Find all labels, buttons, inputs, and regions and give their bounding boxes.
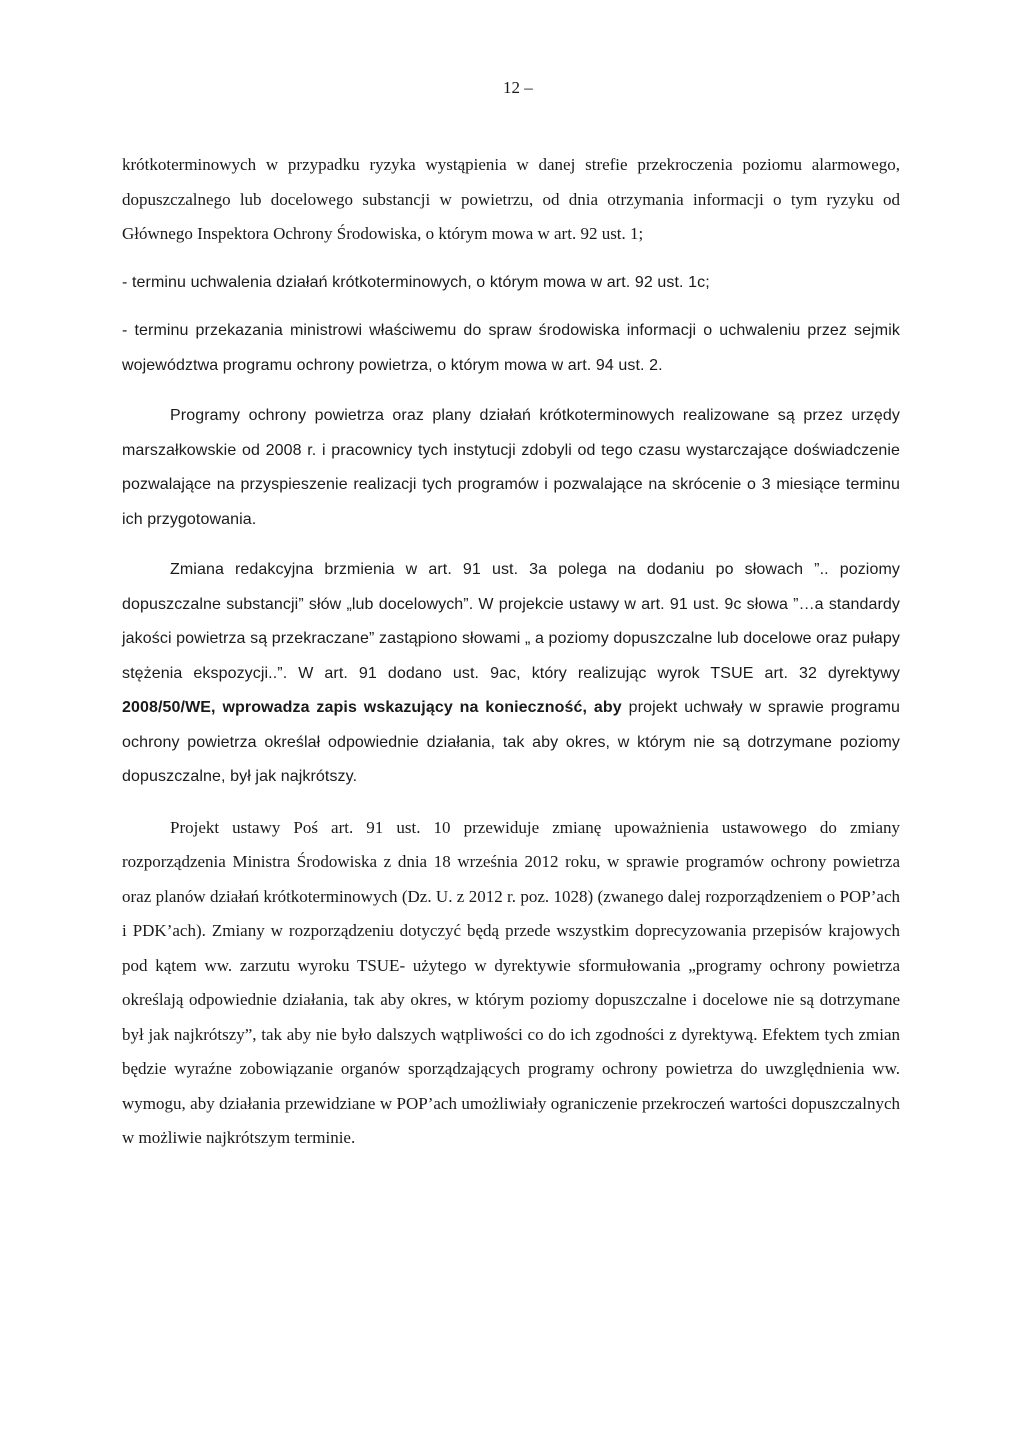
list-item-deadline-short-term-actions: - terminu uchwalenia działań krótkoterminowych, o którym mowa w art. 92 ust. 1c;: [122, 273, 710, 291]
editorial-change-bold-text: 2008/50/WE, wprowadza zapis wskazujący na konieczność, aby: [122, 699, 622, 716]
editorial-change-text: Zmiana redakcyjna brzmienia w art. 91 ust. 3a polega na dodaniu po słowach ”.. poziomy dopuszczalne substancji” słów „lub docelowych”. W projekcie ustawy w art. 91 ust. 9c słowa ”…a standardy jakości powietrza są przekraczane” zastąpiono słowami „ a poziomy dopuszczalne lub docelowe oraz pułapy stężenia ekspozycji..”. W art. 91 dodano ust. 9ac, który realizując wyrok TSUE art. 32 dyrektywy: [122, 561, 900, 682]
list-item-deadline-transfer-information: - terminu przekazania ministrowi właściwemu do spraw środowiska informacji o uchwaleniu przez sejmik województwa programu ochrony powietrza, o którym mowa w art. 94 ust. 2.: [122, 322, 900, 374]
editorial-change-text-end: projekt uchwały w sprawie programu ochrony powietrza określał odpowiednie działania, tak aby okres, w którym nie są dotrzymane poziomy dopuszczalne, był jak najkrótszy.: [122, 699, 901, 785]
document-body: [122, 148, 900, 1156]
page-number: 12 –: [503, 78, 533, 97]
paragraph-continuation: krótkoterminowych w przypadku ryzyka wystąpienia w danej strefie przekroczenia poziomu alarmowego, dopuszczalnego lub docelowego substancji w powietrzu, od dnia otrzymania informacji o tym ryzyku od Głównego Inspektora Ochrony Środowiska, o którym mowa w art. 92 ust. 1;: [122, 155, 900, 243]
paragraph-editorial-change: [122, 553, 900, 795]
paragraph-draft-act: Projekt ustawy Poś art. 91 ust. 10 przewiduje zmianę upoważnienia ustawowego do zmiany rozporządzenia Ministra Środowiska z dnia 18 września 2012 roku, w sprawie programów ochrony powietrza oraz planów działań krótkoterminowych (Dz. U. z 2012 r. poz. 1028) (zwanego dalej rozporządzeniem o POP’ach i PDK’ach). Zmiany w rozporządzeniu dotyczyć będą przede wszystkim doprecyzowania przepisów krajowych pod kątem ww. zarzutu wyroku TSUE- użytego w dyrektywie sformułowania „programy ochrony powietrza określają odpowiednie działania, tak aby okres, w którym poziomy dopuszczalne i docelowe nie są dotrzymane był jak najkrótszy”, tak aby nie było dalszych wątpliwości co do ich zgodności z dyrektywą. Efektem tych zmian będzie wyraźne zobowiązanie organów sporządzających programy ochrony powietrza do uwzględnienia ww. wymogu, aby działania przewidziane w POP’ach umożliwiały ograniczenie przekroczeń wartości dopuszczalnych w możliwie najkrótszym terminie.: [122, 817, 900, 1147]
paragraph-programs-realization: Programy ochrony powietrza oraz plany działań krótkoterminowych realizowane są przez urzędy marszałkowskie od 2008 r. i pracownicy tych instytucji zdobyli od tego czasu wystarczające doświadczenie pozwalające na przyspieszenie realizacji tych programów i pozwalające na skrócenie o 3 miesiące terminu ich przygotowania.: [122, 407, 900, 528]
